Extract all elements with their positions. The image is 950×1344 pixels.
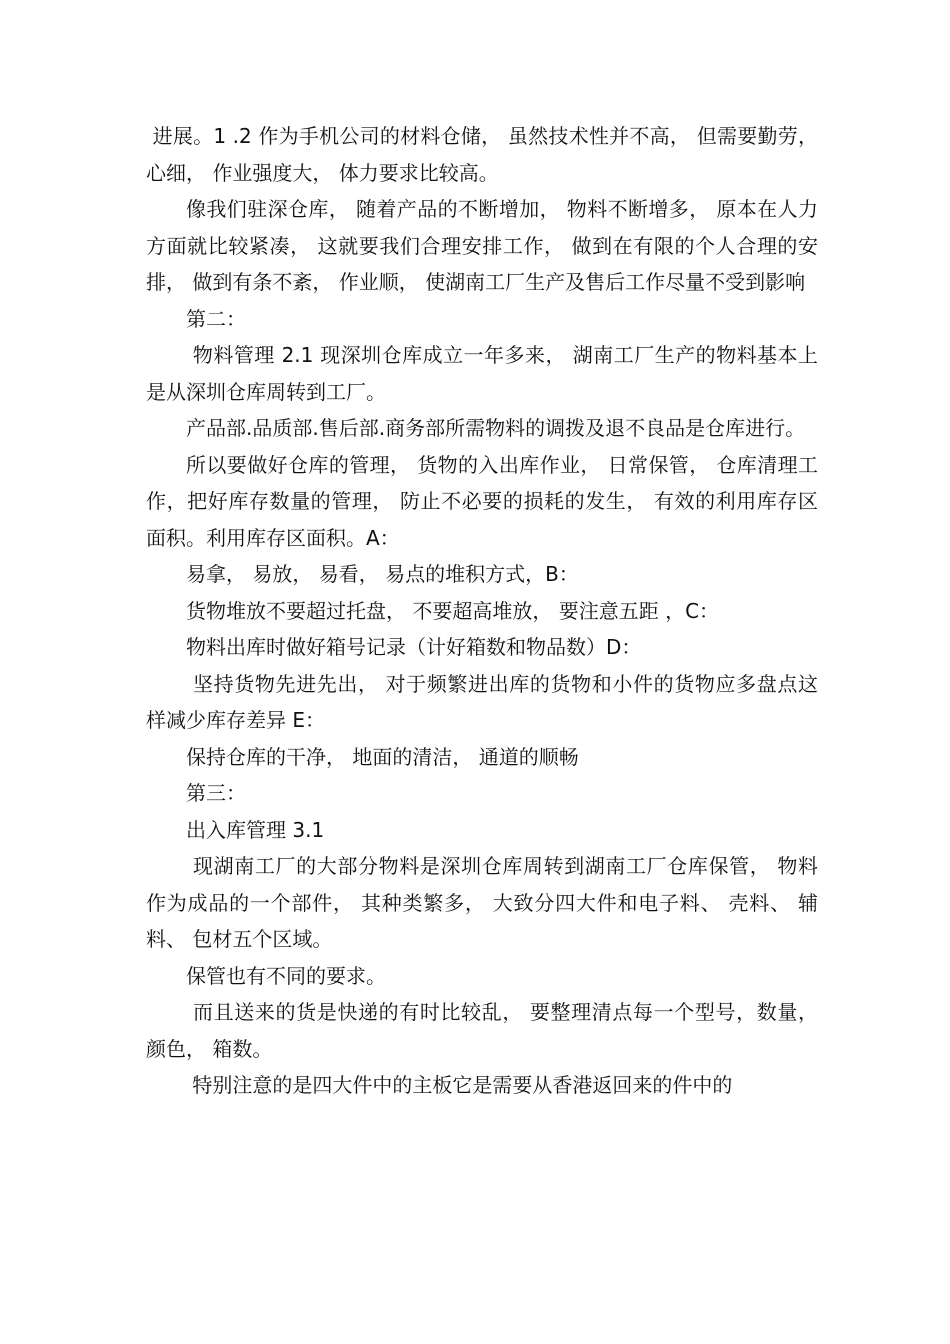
paragraph-11: 保持仓库的干净， 地面的清洁， 通道的顺畅 [186, 744, 579, 769]
paragraph-5: 产品部.品质部.售后部.商务部所需物料的调拨及退不良品是仓库进行。 [186, 416, 806, 440]
paragraph-2: 像我们驻深仓库， 随着产品的不断增加， 物料不断增多， 原本在人力方面就比较紧凑， 这就要我们合理安排工作， 做到在有限的个人合理的安排， 做到有条不紊， 作业顺， 使湖南工厂生产及售后工作尽量不受到影响 [146, 197, 818, 294]
paragraph-10: 坚持货物先进先出， 对于频繁进出库的货物和小件的货物应多盘点这样减少库存差异 E： [146, 671, 819, 732]
paragraph-1: 进展。1 .2 作为手机公司的材料仓储， 虽然技术性并不高， 但需要勤劳， 心细， 作业强度大， 体力要求比较高。 [146, 124, 825, 185]
paragraph-8: 货物堆放不要超过托盘， 不要超高堆放， 要注意五距 ，C： [186, 598, 720, 623]
document-body [146, 118, 825, 1104]
paragraph-4: 物料管理 2.1 现深圳仓库成立一年多来， 湖南工厂生产的物料基本上是从深圳仓库周转到工厂。 [146, 343, 818, 404]
paragraph-13: 出入库管理 3.1 [186, 817, 325, 842]
paragraph-15: 保管也有不同的要求。 [186, 963, 386, 988]
paragraph-9: 物料出库时做好箱号记录（计好箱数和物品数）D： [186, 635, 642, 659]
paragraph-7: 易拿， 易放， 易看， 易点的堆积方式，B： [186, 562, 579, 586]
paragraph-16: 而且送来的货是快递的有时比较乱， 要整理清点每一个型号，数量， 颜色， 箱数。 [146, 1000, 825, 1061]
paragraph-17: 特别注意的是四大件中的主板它是需要从香港返回来的件中的 [186, 1073, 733, 1097]
paragraph-14: 现湖南工厂的大部分物料是深圳仓库周转到湖南工厂仓库保管， 物料作为成品的一个部件， 其种类繁多， 大致分四大件和电子料、 壳料、 辅料、 包材五个区域。 [146, 854, 819, 951]
paragraph-12: 第三： [186, 781, 246, 805]
paragraph-6: 所以要做好仓库的管理， 货物的入出库作业， 日常保管， 仓库清理工作，把好库存数量的管理， 防止不必要的损耗的发生， 有效的利用库存区面积。利用库存区面积。A： [146, 452, 818, 550]
paragraph-3: 第二： [186, 306, 246, 331]
